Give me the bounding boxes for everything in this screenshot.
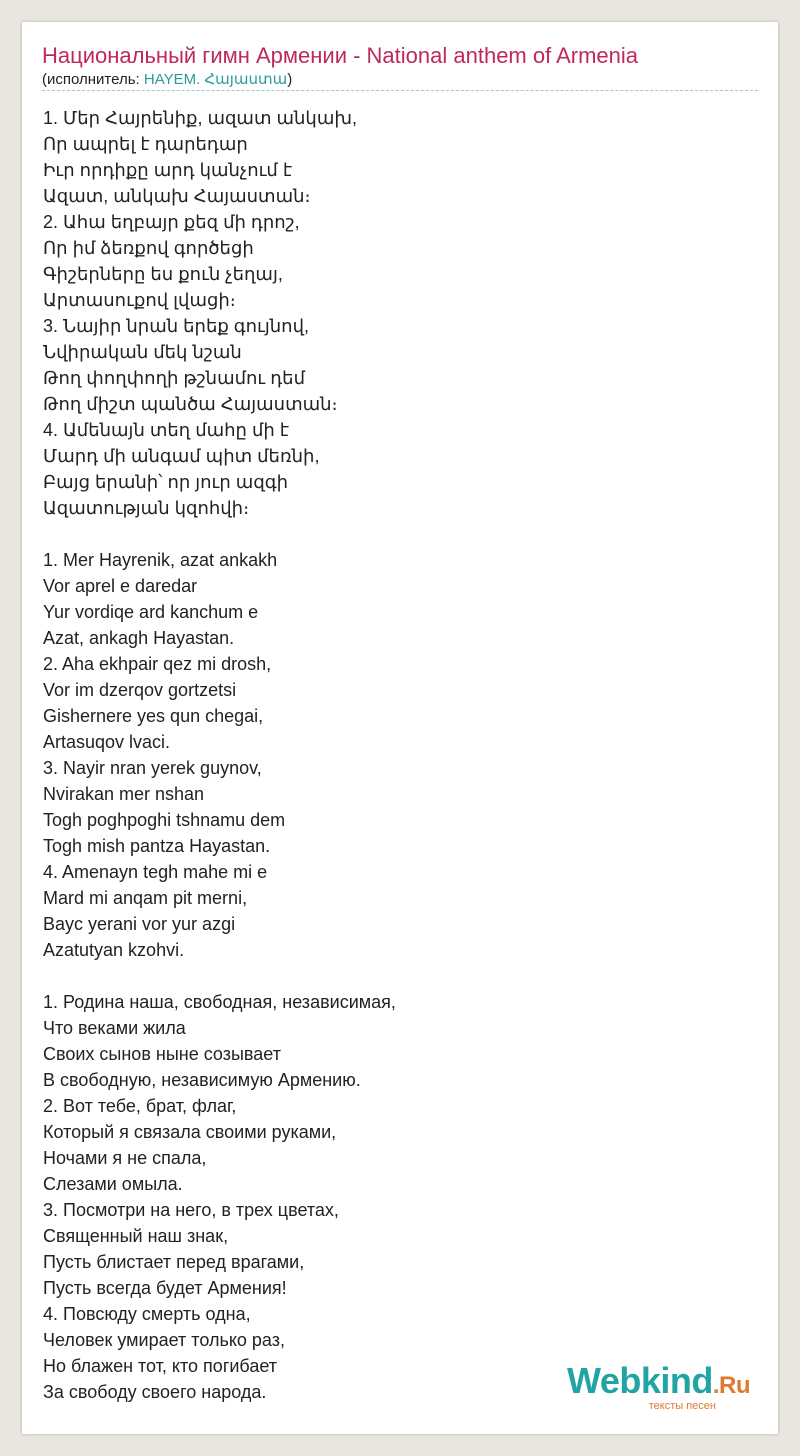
performer-line	[42, 70, 758, 91]
armenian-lyric-line: 3. Նայիր նրան երեք գույնով,	[43, 316, 309, 336]
russian-lyric-line: 2. Вот тебе, брат, флаг,	[43, 1096, 237, 1116]
russian-lyric-line: Что веками жила	[43, 1018, 186, 1038]
russian-lyric-line: Который я связала своими руками,	[43, 1122, 337, 1142]
transliteration-lyric-line: Togh mish pantza Hayastan.	[43, 836, 271, 856]
transliteration-verses	[43, 547, 759, 963]
logo-wordmark	[566, 1360, 750, 1404]
transliteration-lyric-line: Vor im dzerqov gortzetsi	[43, 680, 237, 700]
transliteration-lyric-line: Artasuqov lvaci.	[43, 732, 171, 752]
russian-lyric-line: Слезами омыла.	[43, 1174, 183, 1194]
transliteration-lyric-line: Nvirakan mer nshan	[43, 784, 205, 804]
transliteration-lyric-line: Togh poghpoghi tshnamu dem	[43, 810, 286, 830]
performer-link[interactable]: HAYEM. Հայաստա	[143, 71, 288, 88]
russian-lyric-line: Ночами я не спала,	[43, 1148, 207, 1168]
armenian-lyric-line: 4. Ամենայն տեղ մահը մի է	[43, 420, 290, 440]
armenian-lyric-line: Որ իմ ձեռքով գործեցի	[43, 238, 254, 258]
transliteration-lyric-line: Azatutyan kzohvi.	[43, 940, 185, 960]
armenian-lyric-line: Թող միշտ պանծա Հայաստան։	[43, 394, 338, 414]
armenian-lyric-line: 2. Ահա եղբայր քեզ մի դրոշ,	[43, 212, 300, 232]
russian-lyric-line: В свободную, независимую Армению.	[43, 1070, 361, 1090]
russian-lyric-line: Своих сынов ныне созывает	[43, 1044, 281, 1064]
logo-suffix: .Ru	[712, 1372, 750, 1399]
transliteration-lyric-line: Azat, ankagh Hayastan.	[43, 628, 235, 648]
transliteration-lyric-line: 3. Nayir nran yerek guynov,	[43, 758, 262, 778]
russian-lyric-line: Пусть блистает перед врагами,	[43, 1252, 305, 1272]
armenian-lyric-line: Մարդ մի անգամ պիտ մեռնի,	[43, 446, 320, 466]
transliteration-lyric-line: Yur vordiqe ard kanchum e	[43, 602, 259, 622]
lyrics-body	[43, 105, 759, 1405]
armenian-lyric-line: Ազատության կզոհվի։	[43, 498, 250, 518]
stanza-gap	[43, 521, 759, 547]
armenian-lyric-line: Գիշերները ես քուն չեղայ,	[43, 264, 283, 284]
transliteration-lyric-line: 4. Amenayn tegh mahe mi e	[43, 862, 268, 882]
armenian-lyric-line: Արտասուքով լվացի։	[43, 290, 236, 310]
armenian-lyric-line: Ազատ, անկախ Հայաստան։	[43, 186, 311, 206]
russian-lyric-line: 3. Посмотри на него, в трех цветах,	[43, 1200, 339, 1220]
header	[42, 42, 758, 91]
transliteration-lyric-line: Vor aprel e daredar	[43, 576, 198, 596]
armenian-lyric-line: Որ ապրել է դարեդար	[43, 134, 248, 154]
transliteration-lyric-line: Gishernere yes qun chegai,	[43, 706, 264, 726]
russian-lyric-line: Священный наш знак,	[43, 1226, 229, 1246]
transliteration-lyric-line: 2. Aha ekhpair qez mi drosh,	[43, 654, 272, 674]
russian-lyric-line: 4. Повсюду смерть одна,	[43, 1304, 251, 1324]
armenian-lyric-line: Բայց երանի՝ որ յուր ազգի	[43, 472, 288, 492]
logo-main-text: Webkind	[566, 1360, 713, 1401]
russian-verses	[43, 989, 759, 1405]
russian-lyric-line: Но блажен тот, кто погибает	[43, 1356, 277, 1376]
performer-prefix: (исполнитель:	[42, 71, 144, 88]
page-title: Национальный гимн Армении - National anthem of Armenia	[42, 43, 639, 68]
transliteration-lyric-line: 1. Mer Hayrenik, azat ankakh	[43, 550, 278, 570]
armenian-lyric-line: Նվիրական մեկ նշան	[43, 342, 242, 362]
lyrics-card	[22, 22, 778, 1434]
transliteration-lyric-line: Bayc yerani vor yur azgi	[43, 914, 236, 934]
armenian-lyric-line: Իւր որդիքը արդ կանչում է	[43, 160, 293, 180]
stanza-gap	[43, 963, 759, 989]
russian-lyric-line: 1. Родина наша, свободная, независимая,	[43, 992, 396, 1012]
armenian-lyric-line: 1. Մեր Հայրենիք, ազատ անկախ,	[43, 108, 358, 128]
russian-lyric-line: Человек умирает только раз,	[43, 1330, 285, 1350]
russian-lyric-line: За свободу своего народа.	[43, 1382, 267, 1402]
transliteration-lyric-line: Mard mi anqam pit merni,	[43, 888, 248, 908]
webkind-logo[interactable]	[566, 1360, 750, 1412]
armenian-verses	[43, 105, 759, 521]
russian-lyric-line: Пусть всегда будет Армения!	[43, 1278, 287, 1298]
logo-tagline: тексты песен	[648, 1400, 716, 1412]
performer-suffix: )	[287, 71, 293, 88]
armenian-lyric-line: Թող փողփողի թշնամու դեմ	[43, 368, 306, 388]
